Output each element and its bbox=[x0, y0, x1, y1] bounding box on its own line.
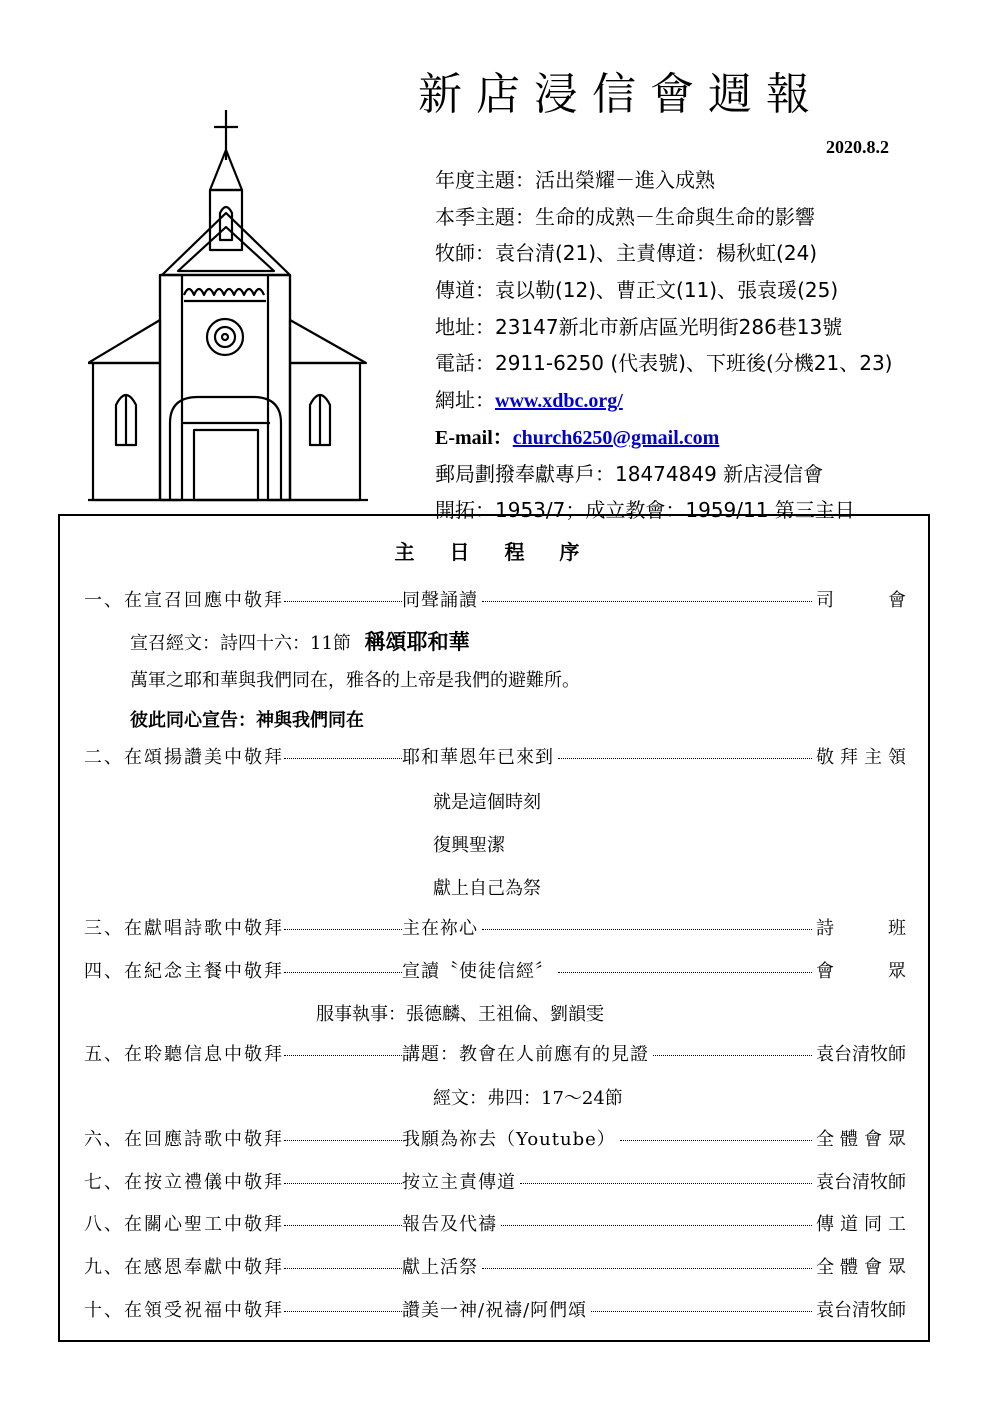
dot-leader bbox=[520, 1182, 812, 1184]
program-item-leader: 袁台清牧師 bbox=[816, 1172, 906, 1193]
dot-leader bbox=[501, 1224, 812, 1226]
call-verse-title: 稱頌耶和華 bbox=[364, 630, 470, 654]
program-item-content: 獻上活祭 bbox=[402, 1257, 478, 1278]
church-info bbox=[435, 162, 955, 529]
program-item bbox=[84, 743, 906, 773]
service-program bbox=[58, 514, 930, 1342]
call-verse-label: 宣召經文：詩四十六：11節 bbox=[130, 633, 351, 654]
bulletin-title: 新店浸信會週報 bbox=[418, 69, 824, 120]
program-item-leader: 袁台清牧師 bbox=[816, 1044, 906, 1065]
dot-leader bbox=[284, 971, 402, 973]
song: 獻上自己為祭 bbox=[433, 878, 541, 899]
postal-account: 郵局劃撥奉獻專戶：18474849 新店浸信會 bbox=[435, 461, 824, 486]
season-theme: 本季主題：生命的成熟－生命與生命的影響 bbox=[435, 204, 815, 229]
call-verse-text: 萬軍之耶和華與我們同在，雅各的上帝是我們的避難所。 bbox=[130, 670, 580, 691]
preachers: 傳道：袁以勒(12)、曹正文(11)、張袁瑗(25) bbox=[435, 278, 839, 303]
program-item-name: 五、在聆聽信息中敬拜 bbox=[84, 1044, 284, 1065]
dot-leader bbox=[482, 928, 812, 930]
founding: 開拓：1953/7；成立教會：1959/11 第三主日 bbox=[435, 498, 855, 523]
program-item-content: 我願為祢去（Youtube） bbox=[402, 1129, 616, 1150]
program-item-name: 六、在回應詩歌中敬拜 bbox=[84, 1129, 284, 1150]
program-title: 主 日 程 序 bbox=[394, 540, 594, 564]
servers: 服事執事：張德麟、王祖倫、劉韻雯 bbox=[316, 1004, 604, 1025]
program-item bbox=[84, 1210, 906, 1240]
program-item-name: 四、在紀念主餐中敬拜 bbox=[84, 961, 284, 982]
program-item-name: 七、在按立禮儀中敬拜 bbox=[84, 1172, 284, 1193]
dot-leader bbox=[284, 600, 402, 602]
address: 地址：23147新北市新店區光明街286巷13號 bbox=[435, 314, 843, 339]
program-item-leader: 司會 bbox=[816, 590, 906, 611]
program-item-content: 同聲誦讀 bbox=[402, 590, 478, 611]
program-item-leader: 會眾 bbox=[816, 961, 906, 982]
program-item bbox=[84, 1296, 906, 1326]
dot-leader bbox=[620, 1139, 812, 1141]
dot-leader bbox=[591, 1310, 812, 1312]
program-item bbox=[84, 586, 906, 616]
dot-leader bbox=[482, 1267, 812, 1269]
dot-leader bbox=[284, 1224, 402, 1226]
program-item-name: 一、在宣召回應中敬拜 bbox=[84, 590, 284, 611]
program-item bbox=[84, 1040, 906, 1070]
program-item-leader: 全體會眾 bbox=[816, 1129, 906, 1150]
scripture: 經文：弗四：17～24節 bbox=[433, 1088, 623, 1109]
program-item-leader: 敬拜主領 bbox=[816, 747, 906, 768]
dot-leader bbox=[284, 1267, 402, 1269]
program-item-name: 九、在感恩奉獻中敬拜 bbox=[84, 1257, 284, 1278]
program-item-content: 按立主責傳道 bbox=[402, 1172, 516, 1193]
church-illustration bbox=[88, 105, 388, 505]
dot-leader bbox=[653, 1054, 812, 1056]
dot-leader bbox=[284, 1139, 402, 1141]
declaration: 彼此同心宣告：神與我們同在 bbox=[130, 710, 364, 731]
email-line bbox=[435, 419, 955, 456]
program-item-content: 讚美一神/祝禱/阿們頌 bbox=[402, 1300, 588, 1321]
program-item-content: 講題：教會在人前應有的見證 bbox=[402, 1044, 649, 1065]
email-label: E-mail： bbox=[435, 426, 513, 449]
program-item-content: 主在祢心 bbox=[402, 918, 478, 939]
website-line bbox=[435, 382, 955, 419]
email-link[interactable]: church6250@gmail.com bbox=[512, 426, 720, 449]
program-item bbox=[84, 1168, 906, 1198]
dot-leader bbox=[284, 1310, 402, 1312]
dot-leader bbox=[284, 1054, 402, 1056]
program-item bbox=[84, 1125, 906, 1155]
website-label: 網址： bbox=[435, 388, 495, 413]
dot-leader bbox=[558, 757, 812, 759]
program-item bbox=[84, 957, 906, 987]
program-item-leader: 全體會眾 bbox=[816, 1257, 906, 1278]
program-item-name: 三、在獻唱詩歌中敬拜 bbox=[84, 918, 284, 939]
call-verse bbox=[130, 626, 470, 656]
dot-leader bbox=[558, 971, 812, 973]
song: 復興聖潔 bbox=[433, 835, 505, 856]
pastors: 牧師：袁台清(21)、主責傳道：楊秋虹(24) bbox=[435, 241, 818, 266]
program-item-name: 八、在關心聖工中敬拜 bbox=[84, 1214, 284, 1235]
phone: 電話：2911-6250 (代表號)、下班後(分機21、23) bbox=[435, 351, 893, 376]
program-item-leader: 詩班 bbox=[816, 918, 906, 939]
annual-theme: 年度主題：活出榮耀－進入成熟 bbox=[435, 168, 715, 192]
program-item-content: 宣讀〝使徒信經〞 bbox=[402, 961, 554, 982]
program-item bbox=[84, 1253, 906, 1283]
song: 就是這個時刻 bbox=[433, 792, 541, 813]
program-item-name: 二、在頌揚讚美中敬拜 bbox=[84, 747, 284, 768]
program-item bbox=[84, 914, 906, 944]
program-item-leader: 袁台清牧師 bbox=[816, 1300, 906, 1321]
website-link[interactable]: www.xdbc.org/ bbox=[495, 390, 623, 413]
dot-leader bbox=[284, 928, 402, 930]
program-item-name: 十、在領受祝福中敬拜 bbox=[84, 1300, 284, 1321]
bulletin-date: 2020.8.2 bbox=[826, 137, 889, 157]
program-item-content: 耶和華恩年已來到 bbox=[402, 747, 554, 768]
dot-leader bbox=[284, 757, 402, 759]
dot-leader bbox=[284, 1182, 402, 1184]
program-item-content: 報告及代禱 bbox=[402, 1214, 497, 1235]
dot-leader bbox=[482, 600, 812, 602]
program-item-leader: 傳道同工 bbox=[816, 1214, 906, 1235]
